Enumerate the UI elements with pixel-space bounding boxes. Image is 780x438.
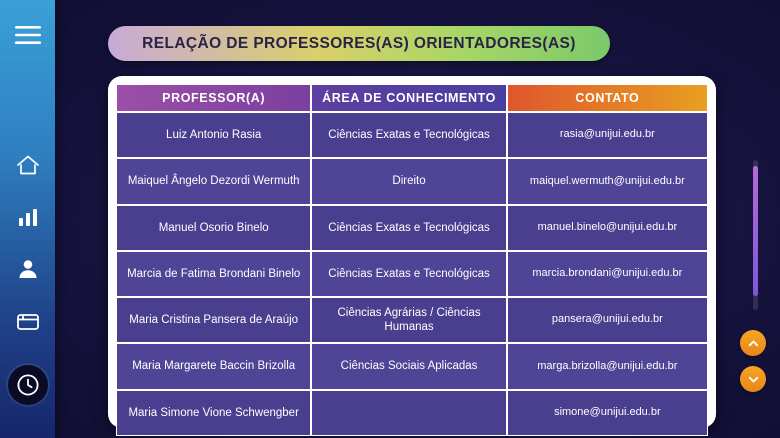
cell-area: Ciências Sociais Aplicadas: [311, 343, 506, 389]
scrollbar-thumb[interactable]: [753, 166, 758, 296]
cell-contato: simone@unijui.edu.br: [507, 390, 708, 436]
cell-contato: manuel.binelo@unijui.edu.br: [507, 205, 708, 251]
chevron-up-icon: [747, 337, 760, 350]
table-header: [116, 84, 708, 112]
cell-professor: Maria Margarete Baccin Brizolla: [116, 343, 311, 389]
table-row[interactable]: [116, 390, 708, 436]
cell-professor: Luiz Antonio Rasia: [116, 112, 311, 158]
cell-professor: Manuel Osorio Binelo: [116, 205, 311, 251]
chevron-down-icon: [747, 373, 760, 386]
cell-area: Ciências Agrárias / Ciências Humanas: [311, 297, 506, 343]
left-sidebar: [0, 0, 55, 438]
hamburger-menu-icon[interactable]: [0, 18, 55, 52]
column-header-professor[interactable]: PROFESSOR(A): [116, 84, 311, 112]
cell-contato: pansera@unijui.edu.br: [507, 297, 708, 343]
cell-professor: Maria Simone Vione Schwengber: [116, 390, 311, 436]
cell-contato: rasia@unijui.edu.br: [507, 112, 708, 158]
scroll-up-button[interactable]: [740, 330, 766, 356]
table-row[interactable]: [116, 251, 708, 297]
chart-icon[interactable]: [0, 200, 55, 234]
cell-area: Direito: [311, 158, 506, 204]
table-row[interactable]: [116, 297, 708, 343]
professors-table: [116, 84, 708, 436]
table-header-row: [116, 84, 708, 112]
folder-icon[interactable]: [0, 304, 55, 338]
cell-area: [311, 390, 506, 436]
column-header-contato[interactable]: CONTATO: [507, 84, 708, 112]
table-body: [116, 112, 708, 436]
scroll-down-button[interactable]: [740, 366, 766, 392]
table-row[interactable]: [116, 343, 708, 389]
cell-area: Ciências Exatas e Tecnológicas: [311, 205, 506, 251]
table-row[interactable]: [116, 158, 708, 204]
cell-contato: maiquel.wermuth@unijui.edu.br: [507, 158, 708, 204]
page-title: RELAÇÃO DE PROFESSORES(AS) ORIENTADORES(AS): [142, 34, 576, 52]
professors-table-card: [108, 76, 716, 428]
table-row[interactable]: [116, 205, 708, 251]
page-title-banner: [108, 26, 610, 61]
scrollbar-track[interactable]: [753, 160, 758, 310]
cell-contato: marcia.brondani@unijui.edu.br: [507, 251, 708, 297]
cell-contato: marga.brizolla@unijui.edu.br: [507, 343, 708, 389]
column-header-area[interactable]: ÁREA DE CONHECIMENTO: [311, 84, 506, 112]
cell-area: Ciências Exatas e Tecnológicas: [311, 112, 506, 158]
user-icon[interactable]: [0, 252, 55, 286]
clock-icon[interactable]: [8, 365, 48, 405]
cell-professor: Maria Cristina Pansera de Araújo: [116, 297, 311, 343]
home-icon[interactable]: [0, 148, 55, 182]
cell-professor: Maiquel Ângelo Dezordi Wermuth: [116, 158, 311, 204]
cell-area: Ciências Exatas e Tecnológicas: [311, 251, 506, 297]
cell-professor: Marcia de Fatima Brondani Binelo: [116, 251, 311, 297]
table-row[interactable]: [116, 112, 708, 158]
